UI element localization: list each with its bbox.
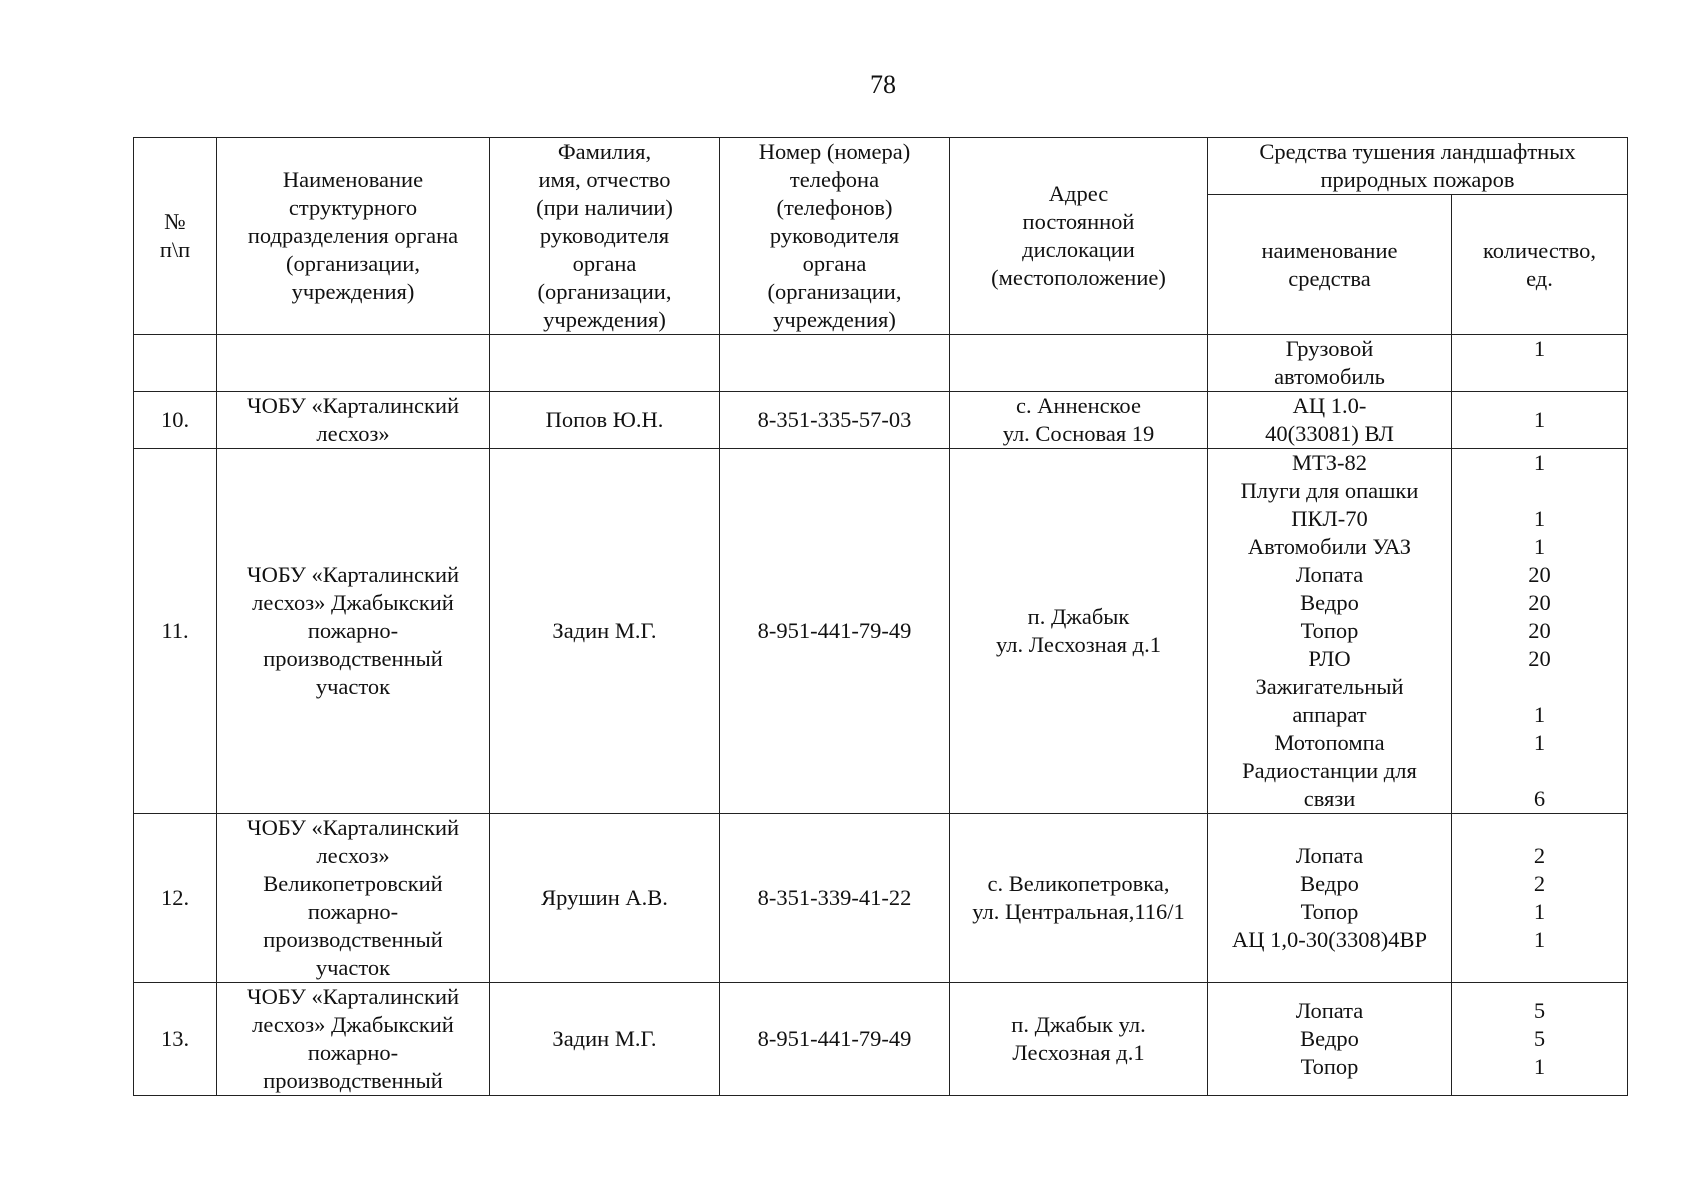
cell-line: имя, отчество: [538, 167, 671, 192]
table-row: [134, 392, 1628, 449]
cell-line: 1: [1533, 534, 1546, 559]
cell-address: [950, 392, 1208, 449]
cell-line: ЧОБУ «Карталинский: [246, 815, 460, 840]
cell-line: лесхоз» Джабыкский: [252, 1012, 454, 1037]
cell-line: Лопата: [1295, 562, 1364, 587]
cell-line: 20: [1528, 646, 1551, 671]
cell-line: производственный: [263, 646, 443, 671]
cell-line: [140, 349, 210, 377]
cell-line: Задин М.Г.: [552, 618, 657, 643]
cell-line: Ведро: [1300, 1026, 1359, 1051]
cell-means-name: [1208, 392, 1452, 449]
cell-address: [950, 983, 1208, 1096]
header-phone: [720, 138, 950, 335]
cell-line: связи: [1303, 786, 1356, 811]
cell-head-name: [490, 449, 720, 814]
cell-line: производственный: [263, 927, 443, 952]
header-means-quantity: [1452, 195, 1628, 335]
cell-line: Наименование: [282, 167, 424, 192]
cell-phone-number: [720, 814, 950, 983]
cell-head-name: [490, 814, 720, 983]
cell-phone-number: [720, 983, 950, 1096]
table-row: [134, 983, 1628, 1096]
cell-row-number: [134, 983, 217, 1096]
header-head-name: [490, 138, 720, 335]
cell-line: Плуги для опашки: [1240, 478, 1419, 503]
cell-row-number: [134, 392, 217, 449]
cell-line: Лопата: [1295, 843, 1364, 868]
table-row: [134, 335, 1628, 392]
cell-unit-name: [217, 814, 490, 983]
cell-line: участок: [315, 674, 391, 699]
cell-address: [950, 814, 1208, 983]
cell-means-quantity: [1452, 814, 1628, 983]
cell-line: учреждения): [543, 307, 666, 332]
cell-row-number: [134, 449, 217, 814]
cell-line: 5: [1533, 1026, 1546, 1051]
table-row: [134, 814, 1628, 983]
cell-line: п. Джабык ул.: [1011, 1012, 1146, 1037]
cell-line: лесхоз»: [316, 421, 390, 446]
cell-line: 13.: [160, 1026, 190, 1051]
cell-means-name: [1208, 335, 1452, 392]
cell-unit-name: [217, 335, 490, 392]
cell-line: [1458, 757, 1621, 785]
cell-line: [726, 349, 943, 377]
page-number: 78: [870, 70, 896, 99]
cell-line: 11.: [161, 618, 189, 643]
cell-line: количество,: [1482, 237, 1597, 263]
cell-line: ПКЛ-70: [1291, 506, 1368, 531]
cell-line: пожарно-: [307, 899, 399, 924]
header-unit-name: [217, 138, 490, 335]
cell-line: п. Джабык: [1027, 604, 1130, 629]
cell-line: Грузовой: [1285, 336, 1374, 361]
cell-line: пожарно-: [307, 1040, 399, 1065]
cell-line: (организации,: [537, 279, 672, 304]
header-address: [950, 138, 1208, 335]
cell-line: 20: [1528, 562, 1551, 587]
cell-address: [950, 449, 1208, 814]
cell-line: 6: [1533, 786, 1546, 811]
cell-line: Задин М.Г.: [552, 1026, 657, 1051]
cell-line: телефона: [789, 167, 880, 192]
cell-line: 1: [1533, 336, 1546, 361]
cell-line: Ведро: [1300, 590, 1359, 615]
cell-head-name: [490, 335, 720, 392]
cell-line: Ведро: [1300, 871, 1359, 896]
cell-line: 20: [1528, 590, 1551, 615]
cell-line: средства: [1288, 265, 1371, 291]
cell-line: 2: [1533, 871, 1546, 896]
cell-means-quantity: [1452, 449, 1628, 814]
cell-line: Радиостанции для: [1242, 758, 1417, 783]
cell-line: Адрес: [1048, 181, 1109, 206]
cell-line: АЦ 1.0-: [1292, 393, 1367, 418]
cell-line: ул. Центральная,116/1: [972, 899, 1185, 924]
header-number: [134, 138, 217, 335]
cell-phone-number: [720, 449, 950, 814]
cell-line: 8-951-441-79-49: [757, 618, 912, 643]
cell-line: дислокации: [1022, 237, 1135, 262]
cell-line: органа: [802, 251, 867, 276]
cell-line: учреждения): [773, 307, 896, 332]
cell-line: п\п: [159, 237, 191, 262]
cell-line: Зажигательный: [1255, 674, 1404, 699]
cell-line: аппарат: [1292, 702, 1367, 727]
cell-line: 8-351-339-41-22: [757, 885, 912, 910]
cell-row-number: [134, 814, 217, 983]
cell-unit-name: [217, 392, 490, 449]
cell-line: [223, 349, 483, 377]
cell-line: [496, 349, 713, 377]
cell-line: Лесхозная д.1: [1012, 1040, 1145, 1065]
cell-head-name: [490, 983, 720, 1096]
cell-line: ЧОБУ «Карталинский: [246, 562, 460, 587]
cell-line: 8-351-335-57-03: [757, 407, 912, 432]
cell-line: Автомобили УАЗ: [1247, 534, 1412, 559]
cell-line: 5: [1533, 998, 1546, 1023]
cell-line: Мотопомпа: [1274, 730, 1385, 755]
cell-line: 1: [1533, 1054, 1546, 1079]
cell-line: ул. Лесхозная д.1: [996, 632, 1161, 657]
cell-line: Ярушин А.В.: [541, 885, 668, 910]
cell-line: с. Анненское: [1016, 393, 1141, 418]
cell-line: 12.: [160, 885, 190, 910]
header-means-name: [1208, 195, 1452, 335]
cell-line: [1458, 363, 1621, 391]
cell-line: ЧОБУ «Карталинский: [246, 393, 460, 418]
cell-line: руководителя: [539, 223, 670, 248]
cell-line: Великопетровский: [263, 871, 443, 896]
cell-line: 1: [1533, 506, 1546, 531]
cell-means-name: [1208, 449, 1452, 814]
cell-line: РЛО: [1308, 646, 1351, 671]
cell-line: органа: [572, 251, 637, 276]
cell-unit-name: [217, 449, 490, 814]
cell-line: с. Великопетровка,: [987, 871, 1170, 896]
cell-line: (телефонов): [776, 195, 893, 220]
cell-line: природных пожаров: [1320, 167, 1515, 192]
cell-phone-number: [720, 335, 950, 392]
cell-means-name: [1208, 983, 1452, 1096]
cell-line: 1: [1533, 450, 1546, 475]
cell-line: пожарно-: [307, 618, 399, 643]
cell-line: [1458, 477, 1621, 505]
cell-means-quantity: [1452, 392, 1628, 449]
cell-line: 1: [1533, 702, 1546, 727]
cell-line: 1: [1533, 407, 1546, 432]
cell-line: Топор: [1300, 1054, 1359, 1079]
cell-line: подразделения органа: [247, 223, 459, 248]
cell-line: структурного: [288, 195, 418, 220]
cell-line: МТЗ-82: [1291, 450, 1367, 475]
cell-line: Средства тушения ландшафтных: [1259, 139, 1576, 164]
cell-phone-number: [720, 392, 950, 449]
cell-head-name: [490, 392, 720, 449]
cell-means-quantity: [1452, 983, 1628, 1096]
cell-line: Топор: [1300, 899, 1359, 924]
cell-line: лесхоз»: [316, 843, 390, 868]
cell-line: (организации,: [286, 251, 420, 276]
cell-line: лесхоз» Джабыкский: [252, 590, 454, 615]
cell-means-quantity: [1452, 335, 1628, 392]
cell-unit-name: [217, 983, 490, 1096]
cell-line: 10.: [160, 407, 190, 432]
cell-row-number: [134, 335, 217, 392]
cell-line: №: [164, 209, 186, 234]
cell-line: АЦ 1,0-30(3308)4ВР: [1232, 927, 1427, 952]
cell-line: автомобиль: [1274, 364, 1385, 389]
cell-address: [950, 335, 1208, 392]
cell-line: (при наличии): [536, 195, 673, 220]
cell-line: 1: [1533, 899, 1546, 924]
cell-line: производственный: [263, 1068, 443, 1093]
cell-line: учреждения): [291, 279, 415, 304]
cell-line: [956, 349, 1201, 377]
cell-line: Номер (номера): [758, 139, 911, 164]
cell-line: руководителя: [769, 223, 900, 248]
cell-line: Фамилия,: [557, 139, 652, 164]
cell-line: Лопата: [1295, 998, 1364, 1023]
cell-line: 1: [1533, 927, 1546, 952]
header-means-group: [1208, 138, 1628, 195]
cell-line: ед.: [1526, 265, 1553, 291]
cell-line: [1458, 673, 1621, 701]
cell-line: постоянной: [1022, 209, 1135, 234]
cell-line: ЧОБУ «Карталинский: [246, 984, 460, 1009]
cell-line: Топор: [1300, 618, 1359, 643]
cell-line: 20: [1528, 618, 1551, 643]
cell-line: ул. Сосновая 19: [1002, 421, 1155, 446]
cell-line: (организации,: [767, 279, 902, 304]
cell-line: 8-951-441-79-49: [757, 1026, 912, 1051]
cell-line: 2: [1533, 843, 1546, 868]
cell-line: 40(33081) ВЛ: [1265, 421, 1394, 446]
cell-line: Попов Ю.Н.: [545, 407, 664, 432]
table-row: [134, 449, 1628, 814]
cell-line: (местоположение): [991, 265, 1166, 290]
cell-means-name: [1208, 814, 1452, 983]
cell-line: 1: [1533, 730, 1546, 755]
cell-line: участок: [315, 955, 391, 980]
fire-resources-table: [133, 137, 1628, 1096]
cell-line: наименование: [1261, 237, 1398, 263]
